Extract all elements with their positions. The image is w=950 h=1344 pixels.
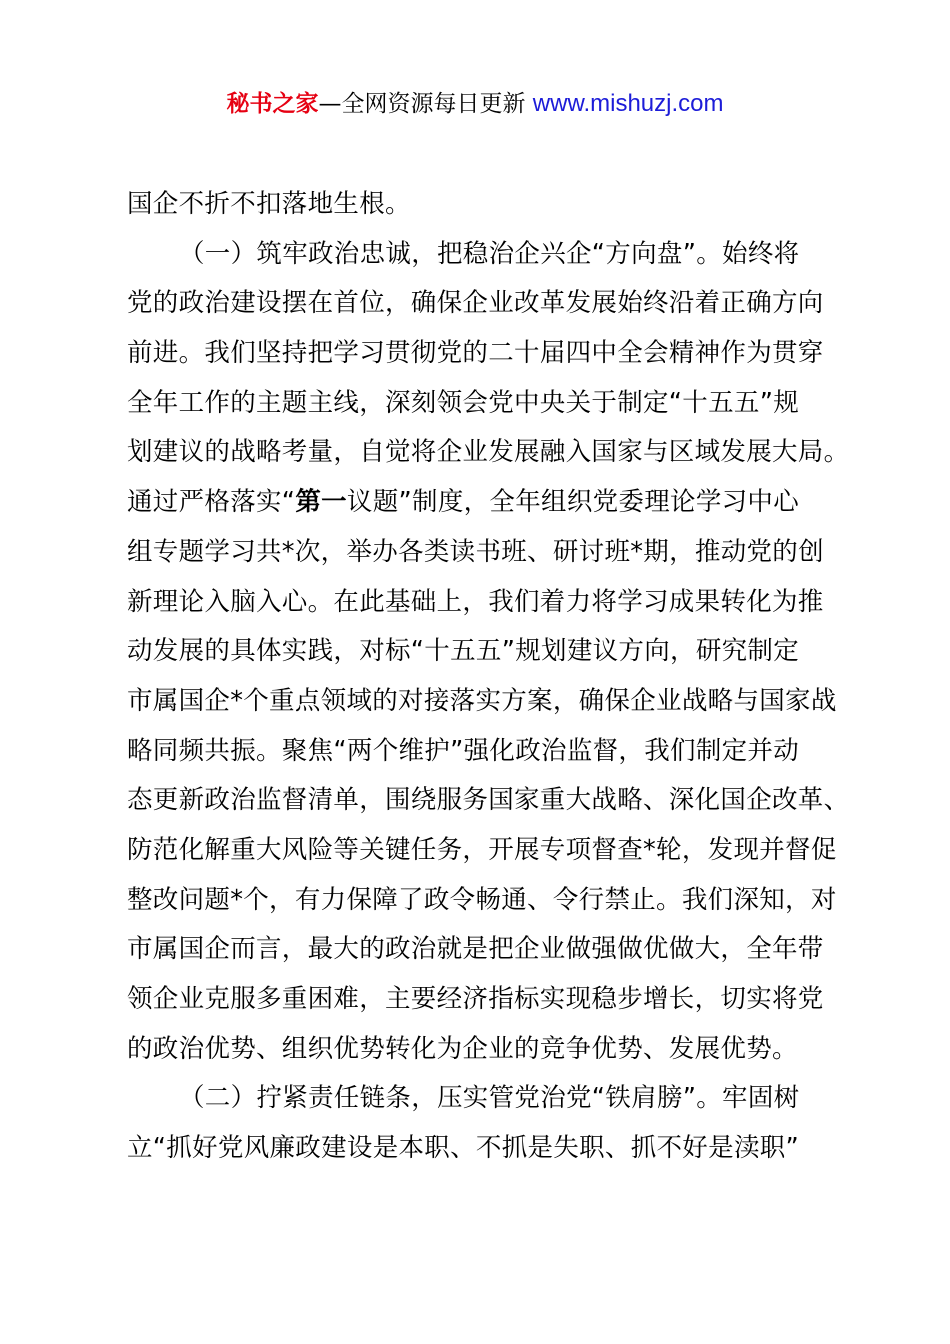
brand-name: 秘书之家 — [226, 91, 319, 117]
text-line: 新理论入脑入心。在此基础上，我们着力将学习成果转化为推 — [127, 586, 824, 617]
text-line: 的政治优势、组织优势转化为企业的竞争优势、发展优势。 — [127, 1033, 798, 1064]
section-heading-line: （二）拧紧责任链条，压实管党治党“铁肩膀”。牢固树 — [179, 1083, 800, 1114]
text-line: 防范化解重大风险等关键任务，开展专项督查*轮，发现并督促 — [127, 834, 837, 865]
text-line: 划建议的战略考量，自觉将企业发展融入国家与区域发展大局。 — [127, 437, 850, 468]
text-line: 组专题学习共*次，举办各类读书班、研讨班*期，推动党的创 — [127, 536, 824, 567]
text-line: 略同频共振。聚焦“两个维护”强化政治监督，我们制定并动 — [127, 735, 800, 766]
section-heading-line: （一）筑牢政治忠诚，把稳治企兴企“方向盘”。始终将 — [179, 238, 800, 269]
text-line: 市属国企而言，最大的政治就是把企业做强做优做大，全年带 — [127, 934, 824, 965]
text-line: 国企不折不扣落地生根。 — [127, 189, 411, 219]
page-header — [0, 88, 950, 120]
text-line: 领企业克服多重困难，主要经济指标实现稳步增长，切实将党 — [127, 984, 824, 1014]
text-line: 立“抓好党风廉政建设是本职、不抓是失职、抓不好是渎职” — [127, 1133, 800, 1164]
text-line: 态更新政治监督清单，围绕服务国家重大战略、深化国企改革、 — [127, 785, 850, 816]
text-segment: 通过严格落实“ — [127, 487, 296, 518]
bold-text: 第一 — [295, 487, 347, 518]
text-line — [127, 478, 839, 528]
text-line: 前进。我们坚持把学习贯彻党的二十届四中全会精神作为贯穿 — [127, 338, 824, 369]
text-line: 整改问题*个，有力保障了政令畅通、令行禁止。我们深知，对 — [127, 884, 837, 915]
header-tagline: —全网资源每日更新 — [318, 91, 533, 117]
document-body — [127, 180, 850, 1174]
text-line: 动发展的具体实践，对标“十五五”规划建议方向，研究制定 — [127, 636, 800, 667]
site-url-link[interactable]: www.mishuzj.com — [532, 90, 724, 117]
text-line: 党的政治建设摆在首位，确保企业改革发展始终沿着正确方向 — [127, 288, 824, 319]
text-line: 全年工作的主题主线，深刻领会党中央关于制定“十五五”规 — [127, 387, 800, 418]
text-segment: 议题”制度，全年组织党委理论学习中心 — [346, 487, 800, 518]
text-line: 市属国企*个重点领域的对接落实方案，确保企业战略与国家战 — [127, 685, 837, 716]
